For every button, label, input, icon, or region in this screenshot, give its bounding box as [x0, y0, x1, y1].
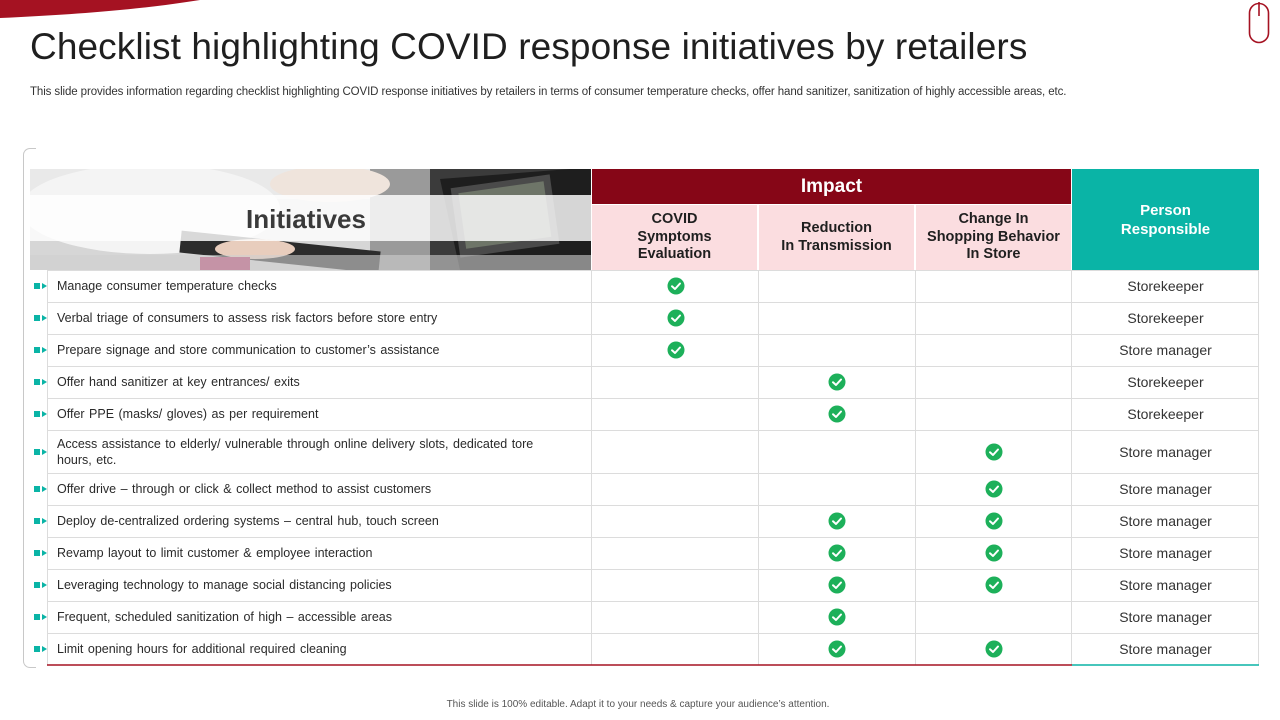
- person-cell: Storekeeper: [1127, 374, 1204, 390]
- initiative-cell: Verbal triage of consumers to assess risk factors before store entry: [57, 311, 438, 325]
- row-bullet-icon: [34, 581, 48, 589]
- initiative-cell: Leveraging technology to manage social distancing policies: [57, 578, 392, 592]
- row-bullet-icon: [34, 485, 48, 493]
- row-bullet-icon: [34, 410, 48, 418]
- impact-cell: [759, 473, 915, 505]
- impact-cell: [592, 473, 759, 505]
- check-icon: [985, 480, 1003, 498]
- impact-cell: [916, 270, 1072, 302]
- person-cell: Store manager: [1119, 545, 1212, 561]
- check-icon: [985, 443, 1003, 461]
- check-icon: [828, 512, 846, 530]
- person-cell: Store manager: [1119, 641, 1212, 657]
- person-cell: Storekeeper: [1127, 406, 1204, 422]
- initiative-cell: Prepare signage and store communication to customer’s assistance: [57, 343, 440, 357]
- impact-cell: [916, 334, 1072, 366]
- person-cell: Store manager: [1119, 481, 1212, 497]
- row-bullet-icon: [34, 282, 48, 290]
- person-cell: Storekeeper: [1127, 278, 1204, 294]
- impact-cell: [916, 430, 1072, 473]
- row-bullet-icon: [34, 346, 48, 354]
- person-responsible-header: Person Responsible: [1072, 169, 1259, 270]
- impact-cell: [592, 430, 759, 473]
- impact-cell: [592, 633, 759, 665]
- impact-cell: [759, 366, 915, 398]
- check-icon: [828, 576, 846, 594]
- impact-cell: [759, 537, 915, 569]
- impact-cell: [759, 430, 915, 473]
- impact-cell: [759, 334, 915, 366]
- check-icon: [985, 512, 1003, 530]
- check-icon: [985, 640, 1003, 658]
- check-icon: [985, 544, 1003, 562]
- impact-cell: [759, 601, 915, 633]
- check-icon: [985, 576, 1003, 594]
- initiative-cell: Revamp layout to limit customer & employee interaction: [57, 546, 373, 560]
- impact-cell: [916, 633, 1072, 665]
- impact-cell: [916, 398, 1072, 430]
- page-subtitle: This slide provides information regarding checklist highlighting COVID response initiatives by retailers in terms of consumer temperature checks, offer hand sanitizer, sanitization of highly accessible areas, etc.: [30, 86, 1067, 98]
- column-header-shopping-behavior: Change In Shopping Behavior In Store: [916, 205, 1071, 270]
- person-cell: Store manager: [1119, 342, 1212, 358]
- impact-cell: [759, 569, 915, 601]
- impact-cell: [759, 505, 915, 537]
- impact-cell: [916, 569, 1072, 601]
- column-header-reduction-transmission: Reduction In Transmission: [759, 205, 914, 270]
- initiative-cell: Limit opening hours for additional required cleaning: [57, 642, 347, 656]
- row-bullet-icon: [34, 517, 48, 525]
- impact-cell: [759, 398, 915, 430]
- person-cell: Store manager: [1119, 443, 1212, 460]
- impact-cell: [916, 505, 1072, 537]
- check-icon: [828, 373, 846, 391]
- check-icon: [828, 405, 846, 423]
- impact-cell: [592, 398, 759, 430]
- row-bullet-icon: [34, 448, 48, 456]
- row-bullet-icon: [34, 613, 48, 621]
- check-icon: [828, 640, 846, 658]
- impact-cell: [916, 302, 1072, 334]
- person-cell: Store manager: [1119, 609, 1212, 625]
- impact-cell: [916, 473, 1072, 505]
- initiatives-header: Initiatives: [246, 204, 366, 234]
- person-cell: Store manager: [1119, 577, 1212, 593]
- row-bullet-icon: [34, 314, 48, 322]
- impact-cell: [916, 601, 1072, 633]
- initiative-cell: Frequent, scheduled sanitization of high – accessible areas: [57, 610, 392, 624]
- initiative-cell: Deploy de-centralized ordering systems – central hub, touch screen: [57, 514, 439, 528]
- impact-cell: [916, 366, 1072, 398]
- impact-cell: [759, 302, 915, 334]
- row-bullet-icon: [34, 549, 48, 557]
- row-bullet-icon: [34, 378, 48, 386]
- check-icon: [828, 608, 846, 626]
- impact-cell: [592, 302, 759, 334]
- initiative-cell: Access assistance to elderly/ vulnerable through online delivery slots, dedicated tore hours, etc.: [57, 436, 534, 467]
- impact-cell: [592, 366, 759, 398]
- person-cell: Storekeeper: [1127, 310, 1204, 326]
- impact-cell: [759, 270, 915, 302]
- impact-cell: [592, 270, 759, 302]
- impact-cell: [592, 334, 759, 366]
- row-bullet-icon: [34, 645, 48, 653]
- check-icon: [667, 309, 685, 327]
- initiative-cell: Offer PPE (masks/ gloves) as per requirement: [57, 407, 319, 421]
- impact-cell: [592, 601, 759, 633]
- impact-cell: [592, 505, 759, 537]
- impact-cell: [759, 633, 915, 665]
- impact-cell: [916, 537, 1072, 569]
- column-header-covid-symptoms: COVID Symptoms Evaluation: [592, 205, 757, 270]
- initiative-cell: Offer drive – through or click & collect method to assist customers: [57, 482, 432, 496]
- initiative-cell: Offer hand sanitizer at key entrances/ exits: [57, 375, 300, 389]
- footer-note: This slide is 100% editable. Adapt it to your needs & capture your audience’s attention.: [446, 699, 830, 710]
- check-icon: [667, 341, 685, 359]
- person-cell: Store manager: [1119, 513, 1212, 529]
- impact-cell: [592, 537, 759, 569]
- initiative-cell: Manage consumer temperature checks: [57, 279, 277, 293]
- impact-header: Impact: [592, 169, 1071, 204]
- page-title: Checklist highlighting COVID response initiatives by retailers: [30, 26, 1028, 67]
- impact-cell: [592, 569, 759, 601]
- check-icon: [828, 544, 846, 562]
- check-icon: [667, 277, 685, 295]
